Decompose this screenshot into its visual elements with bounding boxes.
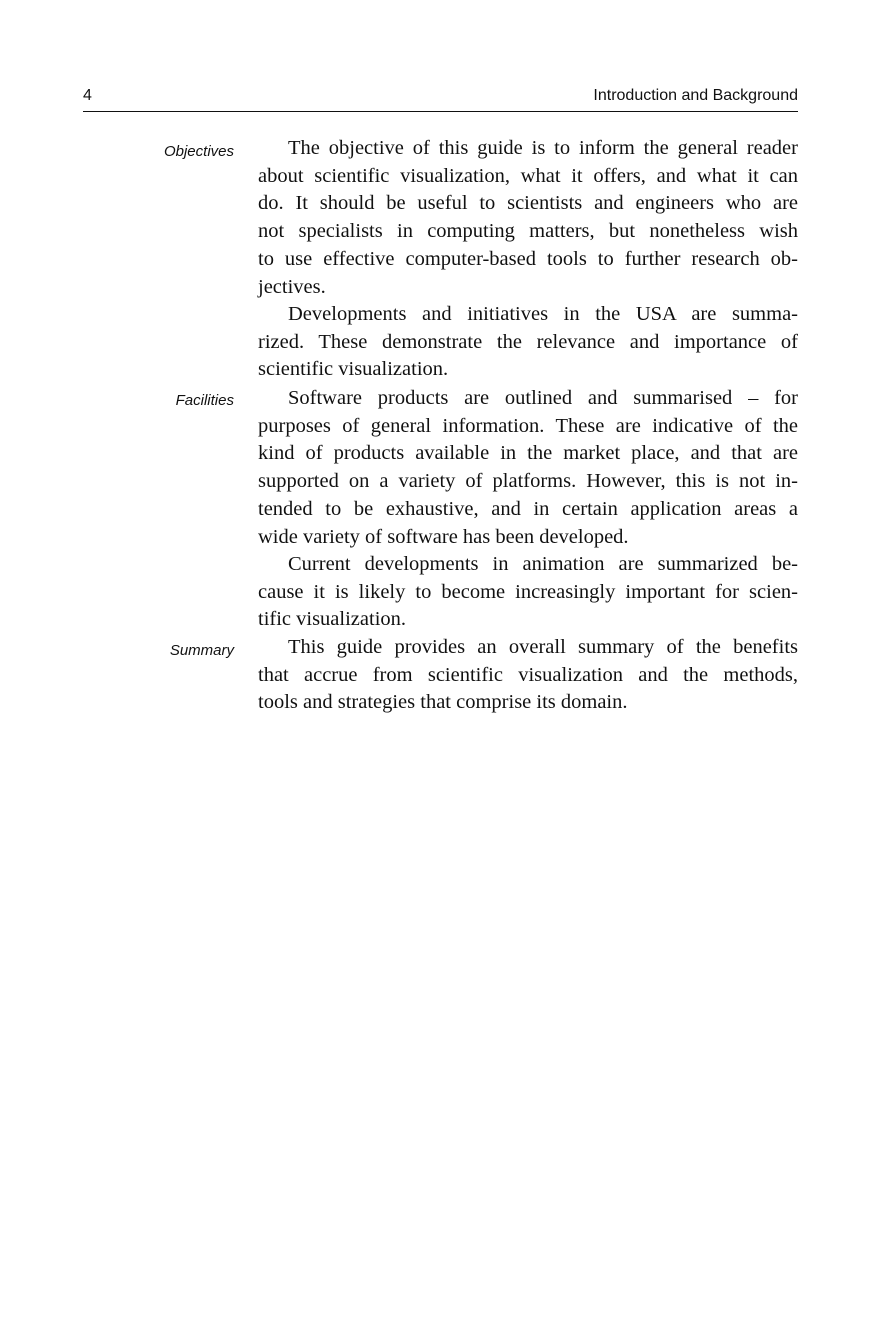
text-line: Current developments in animation are summarized be- <box>288 553 798 575</box>
text-line: The objective of this guide is to inform the general reader <box>288 137 798 159</box>
text-line: This guide provides an overall summary of the benefits <box>288 636 798 658</box>
text-line: tended to be exhaustive, and in certain application areas a <box>258 497 798 520</box>
text-line: about scientific visualization, what it offers, and what it can <box>258 164 798 187</box>
text-line: scientific visualization. <box>258 358 449 381</box>
header-rule <box>83 111 798 112</box>
running-head: Introduction and Background <box>593 87 798 104</box>
paragraph-facilities <box>258 385 798 551</box>
text-line: kind of products available in the market place, and that are <box>258 442 798 465</box>
text-line: not specialists in computing matters, but nonetheless wish <box>258 220 798 243</box>
paragraph-animation <box>258 551 798 634</box>
text-line: wide variety of software has been developed. <box>258 525 629 548</box>
text-line: Software products are outlined and summarised – for <box>288 387 798 409</box>
text-line: rized. These demonstrate the relevance and importance of <box>258 330 798 353</box>
text-line: tools and strategies that comprise its domain. <box>258 691 628 714</box>
text-line: Developments and initiatives in the USA are summa- <box>288 303 798 325</box>
margin-note-facilities: Facilities <box>175 392 234 409</box>
text-line: supported on a variety of platforms. However, this is not in- <box>258 470 798 493</box>
text-line: jectives. <box>258 275 326 298</box>
paragraph-summary <box>258 634 798 717</box>
paragraph-objectives <box>258 135 798 301</box>
page-header <box>83 86 798 106</box>
paragraph-usa-developments <box>258 301 798 384</box>
text-line: purposes of general information. These are indicative of the <box>258 414 798 437</box>
text-line: to use effective computer-based tools to further research ob- <box>258 247 798 270</box>
text-line: do. It should be useful to scientists and engineers who are <box>258 192 798 215</box>
page-number: 4 <box>83 87 92 104</box>
margin-note-summary: Summary <box>169 642 234 659</box>
text-line: that accrue from scientific visualization and the methods, <box>258 663 798 686</box>
text-line: cause it is likely to become increasingly important for scien- <box>258 580 798 603</box>
margin-note-objectives: Objectives <box>163 143 234 160</box>
text-line: tific visualization. <box>258 608 407 631</box>
